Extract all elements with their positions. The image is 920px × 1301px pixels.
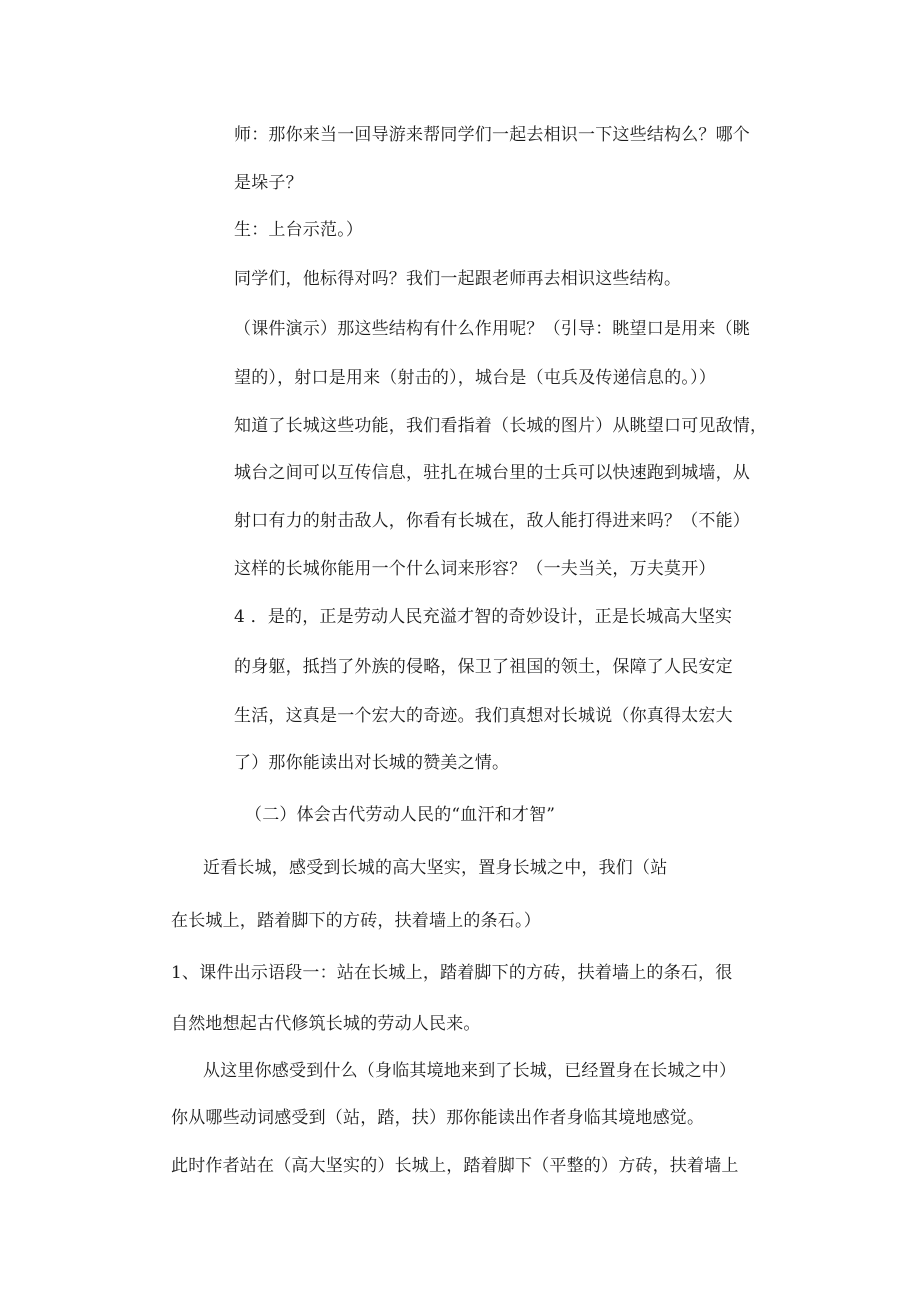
text-line: 4 ．是的，正是劳动人民充溢才智的奇妙设计，正是长城高大坚实 xyxy=(234,607,733,627)
text-line: 了）那你能读出对长城的赞美之情。 xyxy=(234,753,510,773)
text-line: 生活，这真是一个宏大的奇迹。我们真想对长城说（你真得太宏大 xyxy=(234,706,733,726)
text-line: 这样的长城你能用一个什么词来形容？（一夫当关，万夫莫开） xyxy=(234,559,716,579)
text-line: 在长城上，踏着脚下的方砖，扶着墙上的条石。） xyxy=(171,911,541,931)
text-line: 师：那你来当一回导游来帮同学们一起去相识一下这些结构么？哪个 xyxy=(234,125,750,145)
section-heading: （二）体会古代劳动人民的“血汗和才智” xyxy=(245,805,556,825)
text-line: 生：上台示范。） xyxy=(234,220,364,240)
text-line: 近看长城，感受到长城的高大坚实，置身长城之中，我们（站 xyxy=(203,858,668,878)
text-line: 从这里你感受到什么（身临其境地来到了长城，已经置身在长城之中） xyxy=(203,1061,737,1081)
text-line: 望的），射口是用来（射击的），城台是（屯兵及传递信息的。）） xyxy=(234,368,716,388)
text-line: 同学们，他标得对吗？我们一起跟老师再去相识这些结构。 xyxy=(234,269,682,289)
text-line: 1、课件出示语段一：站在长城上，踏着脚下的方砖，扶着墙上的条石，很 xyxy=(171,963,733,983)
text-line: 城台之间可以互传信息，驻扎在城台里的士兵可以快速跑到城墙，从 xyxy=(234,463,750,483)
text-line: 的身躯，抵挡了外族的侵略，保卫了祖国的领土，保障了人民安定 xyxy=(234,657,733,677)
text-line: 自然地想起古代修筑长城的劳动人民来。 xyxy=(171,1014,481,1034)
text-line: 是垛子？ xyxy=(234,173,303,193)
text-line: （课件演示）那这些结构有什么作用呢？（引导：眺望口是用来（眺 xyxy=(234,319,750,339)
text-line: 射口有力的射击敌人，你看有长城在，敌人能打得进来吗？（不能） xyxy=(234,511,750,531)
text-line: 你从哪些动词感受到（站，踏，扶）那你能读出作者身临其境地感觉。 xyxy=(171,1108,705,1128)
text-line: 此时作者站在（高大坚实的）长城上，踏着脚下（平整的）方砖，扶着墙上 xyxy=(171,1156,739,1176)
text-line: 知道了长城这些功能，我们看指着（长城的图片）从眺望口可见敌情， xyxy=(234,416,768,436)
